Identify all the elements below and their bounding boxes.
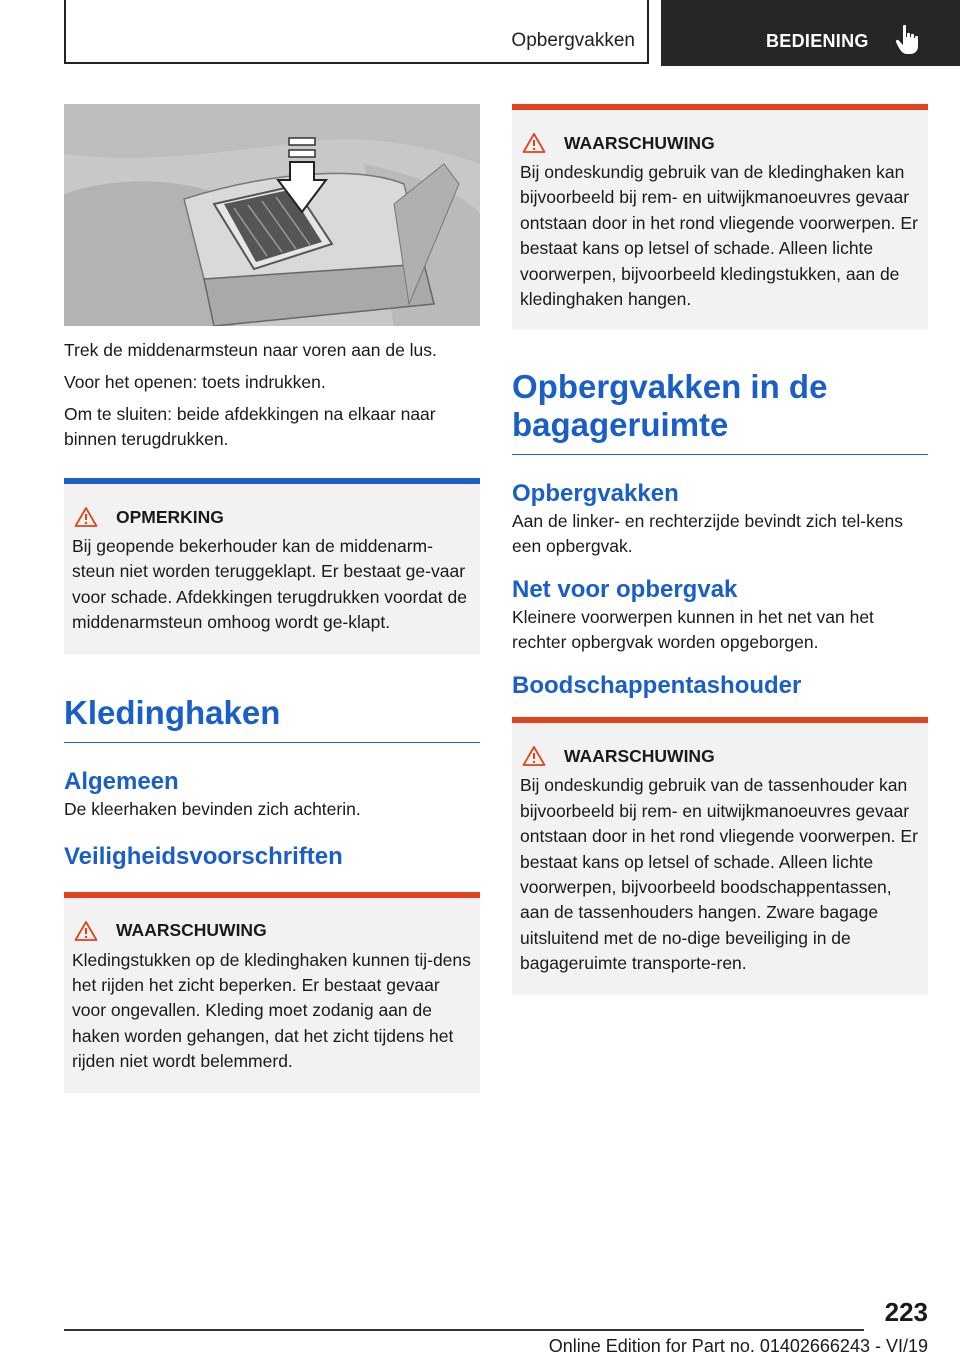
bag-warning-title: WAARSCHUWING <box>564 745 715 766</box>
boodschappen-heading: Boodschappentashouder <box>512 672 802 700</box>
hook-warning-header <box>520 132 920 154</box>
footer-divider <box>64 1329 864 1331</box>
kledinghaken-heading: Kledinghaken <box>64 694 480 743</box>
bagageruimte-heading: Opbergvakken in de bagageruimte <box>512 368 928 455</box>
warning-triangle-icon <box>522 745 546 767</box>
hook-warning-box <box>512 104 928 330</box>
left-column <box>64 104 480 1093</box>
note-box <box>64 478 480 654</box>
right-column <box>512 104 928 995</box>
algemeen-heading: Algemeen <box>64 767 179 795</box>
warning-triangle-icon <box>522 132 546 154</box>
warning-triangle-icon <box>74 506 98 528</box>
header-section-tab <box>64 0 649 64</box>
note-header <box>72 506 472 528</box>
algemeen-text: De kleerhaken bevinden zich achterin. <box>64 798 361 819</box>
veiligheid-heading: Veiligheidsvoorschriften <box>64 842 343 870</box>
opbergvakken-heading: Opbergvakken <box>512 480 679 508</box>
header-chapter-title: BEDIENING <box>766 31 869 51</box>
footer-edition: Online Edition for Part no. 01402666243 - VI/19 <box>548 1336 928 1356</box>
bag-warning-text: Bij ondeskundig gebruik van de tassenhouder kan bijvoorbeeld bij rem- en uitwijkmanoeuvres gevaar ontstaan door in het rond vliegende voorwerpen. Er bestaat kans op letsel of schade. Alleen lichte voorwerpen, bijvoorbeeld boodschappentassen, aan de tassenhouders hangen. Zware bagage uitsluitend met de no-dige beveiliging in de bagageruimte transporte-ren. <box>520 775 918 974</box>
page-number: 223 <box>884 1297 928 1327</box>
kleding-warning-box <box>64 892 480 1093</box>
net-heading: Net voor opbergvak <box>512 576 738 604</box>
note-title: OPMERKING <box>116 506 224 527</box>
note-text: Bij geopende bekerhouder kan de middenarm-steun niet worden teruggeklapt. Er bestaat ge-vaar voor schade. Afdekkingen terugdrukken voordat de middenarmsteun omhoog wordt ge-klapt. <box>72 536 467 633</box>
armrest-illustration <box>64 104 480 326</box>
caption-line-1: Trek de middenarmsteun naar voren aan de lus. <box>64 340 437 360</box>
kleding-warning-header <box>72 920 472 942</box>
net-text: Kleinere voorwerpen kunnen in het net van het rechter opbergvak worden opgeborgen. <box>512 607 874 653</box>
caption-line-3: Om te sluiten: beide afdekkingen na elkaar naar binnen terugdrukken. <box>64 404 436 449</box>
hook-warning-text: Bij ondeskundig gebruik van de kledinghaken kan bijvoorbeeld bij rem- en uitwijkmanoeuvres gevaar ontstaan door in het rond vliegende voorwerpen. Er bestaat kans op letsel of schade. Alleen lichte voorwerpen, bijvoorbeeld kledingstukken, aan de kledinghaken hangen. <box>520 162 918 310</box>
warning-triangle-icon <box>74 920 98 942</box>
caption-line-2: Voor het openen: toets indrukken. <box>64 372 326 392</box>
pointing-hand-icon <box>895 24 921 56</box>
header-section-title: Opbergvakken <box>511 30 635 51</box>
bag-warning-box <box>512 717 928 994</box>
armrest-photo <box>64 104 480 326</box>
kleding-warning-text: Kledingstukken op de kledinghaken kunnen tij-dens het rijden het zicht beperken. Er bestaat gevaar voor ongevallen. Kleding moet zodanig aan de haken worden gehangen, dat het zicht tijdens het rijden niet wordt belemmerd. <box>72 949 471 1072</box>
bag-warning-header <box>520 745 920 767</box>
opbergvakken-text: Aan de linker- en rechterzijde bevindt zich tel-kens een opbergvak. <box>512 511 904 557</box>
kleding-warning-title: WAARSCHUWING <box>116 920 267 941</box>
header-chapter-tab <box>661 0 960 66</box>
hook-warning-title: WAARSCHUWING <box>564 132 715 153</box>
